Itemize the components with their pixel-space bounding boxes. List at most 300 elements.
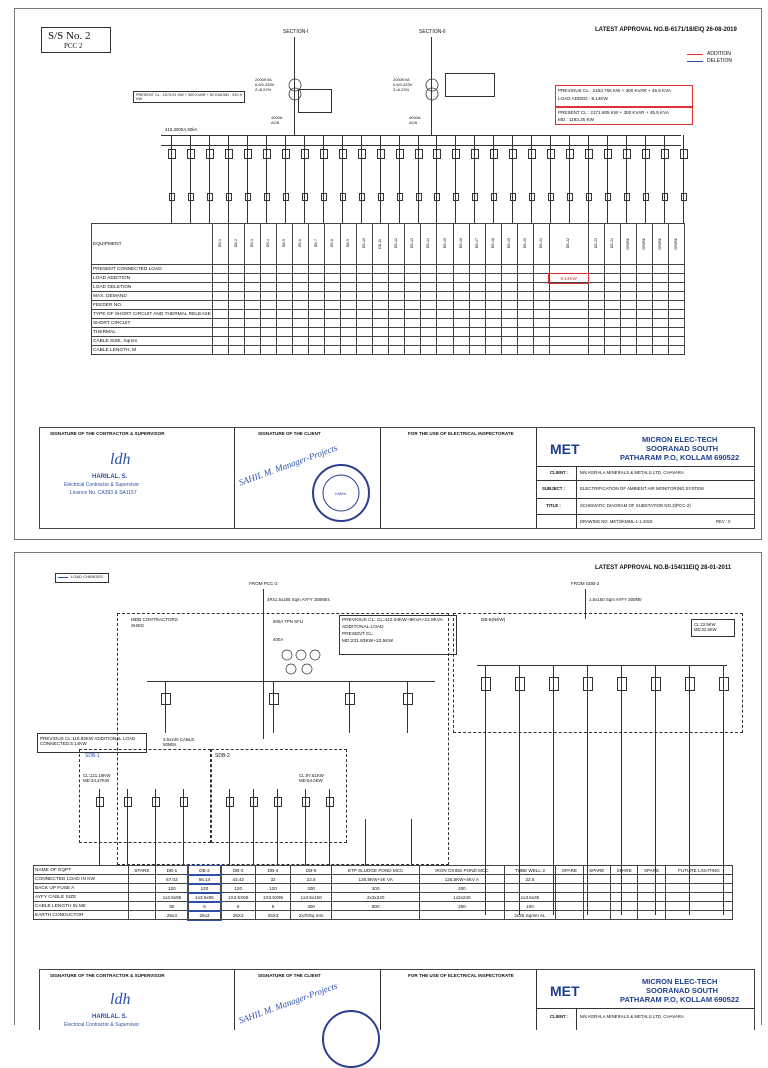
- feeder-fuse: [302, 193, 308, 201]
- equipment-name: DB-12: [394, 238, 399, 249]
- equipment-name: DB-1: [217, 239, 222, 248]
- table-cell: [604, 346, 620, 355]
- table-cell: 2x25 Sqmm AL: [504, 911, 555, 920]
- busbar-line-2: [161, 145, 681, 146]
- table-cell: 1x2x240: [420, 893, 505, 902]
- table-cell: [228, 265, 244, 274]
- table-cell: [533, 310, 549, 319]
- mdb-feeder-drop: [273, 681, 274, 733]
- table-cell: [638, 893, 665, 902]
- table-cell: [549, 224, 588, 265]
- table-cell: [357, 224, 373, 265]
- table-cell: [325, 337, 341, 346]
- table-cell: [636, 224, 652, 265]
- row-label: PRESENT CONNECTED LOAD: [92, 265, 213, 274]
- table-cell: [325, 301, 341, 310]
- table-cell: [212, 337, 228, 346]
- table-cell: [373, 283, 389, 292]
- table-cell: [652, 265, 668, 274]
- table-cell: [517, 265, 533, 274]
- table-cell: [293, 337, 309, 346]
- db5-mccb: [685, 677, 695, 691]
- feeder-breaker: [415, 149, 423, 159]
- table-cell: [485, 346, 501, 355]
- table-cell: 1x3.5x95: [188, 893, 221, 902]
- protection-relay-2: [445, 73, 495, 97]
- from-sdb: FROM SDB-2: [571, 581, 600, 586]
- table-cell: 25X3: [221, 911, 256, 920]
- table-cell: [604, 274, 620, 283]
- table-cell: [583, 902, 610, 911]
- table-cell: [517, 292, 533, 301]
- title-block: [39, 427, 755, 529]
- table-cell: [244, 283, 260, 292]
- table-cell: [437, 224, 453, 265]
- sdb1-label: SDB-1: [85, 753, 100, 759]
- table-cell: [501, 310, 517, 319]
- table-cell: [244, 337, 260, 346]
- table-cell: [588, 319, 604, 328]
- equipment-name: DB-8: [330, 239, 335, 248]
- table-cell: [437, 310, 453, 319]
- table-cell: [517, 301, 533, 310]
- company-address-2-2: PATHARAM P.O, KOLLAM 690522: [620, 995, 740, 1004]
- outgoing-line: [155, 819, 156, 865]
- feeder-fuse: [378, 193, 384, 201]
- table-cell: [668, 310, 684, 319]
- table-cell: [341, 328, 357, 337]
- table-cell: [620, 283, 636, 292]
- table-cell: [620, 328, 636, 337]
- table-cell: [453, 301, 469, 310]
- mdb-feeder-drop: [407, 681, 408, 733]
- feeder-fuse: [453, 193, 459, 201]
- load-added: LOAD ADDED : 8.14KW: [558, 96, 608, 101]
- table-cell: [244, 301, 260, 310]
- feeder-fuse: [510, 193, 516, 201]
- table-cell: [293, 319, 309, 328]
- table-cell: 1x3.5x35: [504, 893, 555, 902]
- table-cell: [212, 283, 228, 292]
- row-label: EQUIPMENT: [92, 224, 213, 265]
- client-value: M/s KERALA MINERALS & METALS LTD, CHAVARA: [580, 470, 684, 475]
- table-cell: [469, 301, 485, 310]
- feeder-fuse: [188, 193, 194, 201]
- feeder-fuse: [529, 193, 535, 201]
- table-cell: 120: [188, 884, 221, 893]
- met-logo-2: MET: [550, 983, 580, 999]
- met-logo: MET: [550, 441, 580, 457]
- equipment-name: DB-17: [474, 238, 479, 249]
- table-cell: [588, 310, 604, 319]
- table-cell: [309, 274, 325, 283]
- table-cell: [556, 893, 583, 902]
- table-row: [92, 328, 685, 337]
- db5-cl: CL:22.5KW MD:22.5KW: [694, 622, 717, 632]
- row-label: LOAD DELETION: [92, 283, 213, 292]
- equipment-name: DB-6: [298, 239, 303, 248]
- feeder-breaker: [471, 149, 479, 159]
- feeder-breaker: [490, 149, 498, 159]
- table-cell: [501, 224, 517, 265]
- table-cell: [610, 911, 637, 920]
- table-cell: [212, 224, 228, 265]
- sfu-800: 800A TPN SFU: [273, 619, 303, 624]
- table-cell: [212, 292, 228, 301]
- table-cell: [638, 884, 665, 893]
- table-cell: [405, 310, 421, 319]
- feeder-breaker: [320, 149, 328, 159]
- table-cell: [469, 310, 485, 319]
- table-cell: [504, 884, 555, 893]
- table-cell: [620, 292, 636, 301]
- table-cell: [501, 283, 517, 292]
- table-cell: [665, 884, 732, 893]
- outgoing-line: [229, 819, 230, 865]
- title-value: SCHEMATIC DIAGRAM OF SUBSTATION NO.2(PCC-2): [580, 503, 691, 508]
- sdb-fuse: [226, 797, 234, 807]
- table-cell: [485, 319, 501, 328]
- table-cell: [604, 328, 620, 337]
- table-cell: [277, 265, 293, 274]
- table-cell: 300: [290, 902, 331, 911]
- equipment-name: DB-21: [538, 238, 543, 249]
- table-cell: [421, 283, 437, 292]
- meter-instruments-icon: [277, 647, 337, 677]
- table-header-cell: SPARE: [128, 866, 155, 875]
- table-cell: [485, 224, 501, 265]
- table-cell: [277, 301, 293, 310]
- table-cell: [549, 319, 588, 328]
- table-cell: [293, 346, 309, 355]
- table-cell: [620, 310, 636, 319]
- revision: REV : 0: [716, 519, 731, 524]
- table-cell: [469, 337, 485, 346]
- table-cell: [405, 346, 421, 355]
- table-cell: [341, 319, 357, 328]
- table-cell: [244, 274, 260, 283]
- feeder-fuse: [321, 193, 327, 201]
- table-cell: 25x3: [156, 911, 189, 920]
- table-cell: [341, 274, 357, 283]
- table-cell: [485, 283, 501, 292]
- table-cell: [228, 328, 244, 337]
- outgoing-line: [183, 819, 184, 865]
- drawing-sheet-mdb: [14, 552, 762, 1028]
- table-cell: [517, 224, 533, 265]
- table-row: [92, 265, 685, 274]
- table-cell: [469, 274, 485, 283]
- table-cell: 22.5: [290, 875, 331, 884]
- table-cell: [341, 292, 357, 301]
- table-header-cell: TUBE WELL-2: [504, 866, 555, 875]
- table-cell: [421, 346, 437, 355]
- table-cell: [277, 310, 293, 319]
- contractor-licence: Licence No. CA393 & SA1157: [70, 490, 137, 496]
- table-row: [92, 346, 685, 355]
- table-cell: [405, 265, 421, 274]
- sdb-fuse: [250, 797, 258, 807]
- table-cell: [549, 337, 588, 346]
- table-cell: [373, 224, 389, 265]
- drawing-number: DRAWING NO. MET2/KMML-1-1-2019: [580, 519, 653, 524]
- table-cell: [228, 301, 244, 310]
- table-cell: [437, 274, 453, 283]
- previous-cl-box: [555, 85, 693, 107]
- legend-load-changes: LOAD CHANGES: [71, 574, 103, 579]
- outgoing-line: [99, 819, 100, 865]
- feeder-breaker: [396, 149, 404, 159]
- feeder-fuse: [397, 193, 403, 201]
- table-cell: [389, 283, 405, 292]
- table-cell: [469, 292, 485, 301]
- row-label: TYPE OF SHORT CIRCUIT AND THERMAL RELEASE: [93, 311, 211, 317]
- table-cell: [549, 283, 588, 292]
- feeder-fuse: [605, 193, 611, 201]
- table-cell: [620, 274, 636, 283]
- table-cell: [453, 283, 469, 292]
- feeder-breaker: [642, 149, 650, 159]
- table-cell: [421, 301, 437, 310]
- table-cell: 1X3.5X95: [256, 893, 291, 902]
- table-cell: [665, 875, 732, 884]
- table-cell: [610, 902, 637, 911]
- table-cell: [421, 265, 437, 274]
- table-cell: [293, 224, 309, 265]
- table-cell: [309, 292, 325, 301]
- feeder-fuse: [169, 193, 175, 201]
- table-cell: [357, 328, 373, 337]
- table-cell: 8.14KW: [549, 274, 588, 283]
- table-cell: [309, 328, 325, 337]
- table-cell: [533, 274, 549, 283]
- feeder-fuse: [681, 193, 687, 201]
- table-cell: [620, 346, 636, 355]
- company-address-2: PATHARAM P.O, KOLLAM 690522: [620, 453, 740, 462]
- table-cell: [389, 224, 405, 265]
- table-header-cell: DB-2: [188, 866, 221, 875]
- sdb-fuse: [180, 797, 188, 807]
- table-cell: [533, 337, 549, 346]
- table-header-cell: DB-5: [290, 866, 331, 875]
- table-cell: [357, 292, 373, 301]
- table-cell: [665, 902, 732, 911]
- table-cell: [357, 274, 373, 283]
- table-row: [92, 301, 685, 310]
- table-cell: [517, 274, 533, 283]
- table-cell: [244, 265, 260, 274]
- table-row: [34, 884, 733, 893]
- table-cell: [652, 310, 668, 319]
- table-cell: [652, 283, 668, 292]
- outgoing-line: [277, 819, 278, 865]
- table-cell: [453, 274, 469, 283]
- equipment-name: DB-19: [506, 238, 511, 249]
- table-cell: [588, 224, 604, 265]
- table-cell: [325, 265, 341, 274]
- table-cell: [469, 328, 485, 337]
- db5-mccb: [481, 677, 491, 691]
- table-cell: [325, 274, 341, 283]
- client-label-2: CLIENT :: [550, 1014, 569, 1019]
- table-cell: [357, 310, 373, 319]
- table-cell: [636, 346, 652, 355]
- db5-mccb: [651, 677, 661, 691]
- outgoing-line: [329, 819, 330, 865]
- table-cell: [293, 283, 309, 292]
- table-cell: [293, 265, 309, 274]
- table-cell: [556, 884, 583, 893]
- table-cell: [228, 310, 244, 319]
- table-header-cell: DB-1: [156, 866, 189, 875]
- feeder-breaker: [244, 149, 252, 159]
- table-cell: [277, 346, 293, 355]
- table-cell: [325, 283, 341, 292]
- table-cell: [277, 319, 293, 328]
- previous-cl-box-2: [339, 615, 457, 655]
- equipment-name: DB-18: [490, 238, 495, 249]
- feeder-fuse: [586, 193, 592, 201]
- table-cell: [293, 301, 309, 310]
- contractor-role-2: Electrical Contractor & Supervisor: [64, 1022, 140, 1028]
- table-header-cell: SPARE: [638, 866, 665, 875]
- equipment-name: DB-3: [249, 239, 254, 248]
- table-cell: [588, 274, 604, 283]
- table-cell: [604, 292, 620, 301]
- table-cell: [357, 337, 373, 346]
- table-cell: [341, 337, 357, 346]
- table-cell: [405, 292, 421, 301]
- equipment-name: SPARE: [657, 237, 662, 250]
- sdb-fuse: [302, 797, 310, 807]
- outgoing-line: [253, 819, 254, 865]
- table-cell: [309, 319, 325, 328]
- feeder-breaker: [377, 149, 385, 159]
- table-cell: [556, 911, 583, 920]
- table-cell: [437, 283, 453, 292]
- table-cell: 100: [504, 902, 555, 911]
- table-cell: [517, 346, 533, 355]
- table-cell: [244, 328, 260, 337]
- table-cell: [309, 224, 325, 265]
- feeder-schedule-table: [91, 223, 685, 355]
- table-cell: [668, 292, 684, 301]
- table-cell: [389, 346, 405, 355]
- table-cell: [469, 265, 485, 274]
- sheet-subtitle: PCC 2: [64, 42, 83, 50]
- equipment-name: DB-20: [522, 238, 527, 249]
- table-cell: [583, 893, 610, 902]
- equipment-name: DB-10: [362, 238, 367, 249]
- from-pcc: FROM PCC-2: [249, 581, 278, 586]
- table-cell: [588, 301, 604, 310]
- row-label: FEEDER NO.: [92, 301, 213, 310]
- table-cell: 60: [156, 902, 189, 911]
- table-cell: [341, 283, 357, 292]
- table-cell: [309, 283, 325, 292]
- table-cell: [341, 346, 357, 355]
- table-cell: [128, 884, 155, 893]
- table-cell: [260, 274, 276, 283]
- table-cell: [405, 224, 421, 265]
- table-cell: [421, 224, 437, 265]
- feeder-breaker: [509, 149, 517, 159]
- sig-contractor-label-2: SIGNATURE OF THE CONTRACTOR & SUPERVISOR: [50, 973, 165, 978]
- table-cell: [588, 337, 604, 346]
- mdb-busbar: [147, 681, 435, 682]
- table-cell: [668, 319, 684, 328]
- table-cell: [453, 319, 469, 328]
- table-cell: [357, 346, 373, 355]
- table-cell: [636, 283, 652, 292]
- table-cell: 25X3: [256, 911, 291, 920]
- table-cell: [421, 328, 437, 337]
- table-cell: [485, 310, 501, 319]
- section-2-label: SECTION-II: [419, 29, 446, 35]
- table-cell: [212, 265, 228, 274]
- table-cell: [244, 224, 260, 265]
- table-cell: 25x3: [188, 911, 221, 920]
- table-row: [92, 292, 685, 301]
- contractor-signature-2: ldh: [110, 991, 131, 1008]
- table-cell: [277, 337, 293, 346]
- table-cell: [405, 328, 421, 337]
- table-cell: [244, 292, 260, 301]
- outgoing-line: [365, 819, 366, 865]
- table-cell: [309, 301, 325, 310]
- table-cell: [556, 902, 583, 911]
- subject-label: SUBJECT :: [542, 486, 566, 491]
- feeder-breaker: [358, 149, 366, 159]
- table-cell: [453, 346, 469, 355]
- table-cell: [212, 328, 228, 337]
- table-cell: [373, 301, 389, 310]
- feeder-fuse: [416, 193, 422, 201]
- table-cell: [604, 319, 620, 328]
- table-cell: [533, 328, 549, 337]
- feeder-breaker: [225, 149, 233, 159]
- table-cell: [583, 875, 610, 884]
- feeder-breaker: [263, 149, 271, 159]
- approval-note: LATEST APPROVAL NO.B-6171/18/EIQ 26-08-2019: [595, 27, 737, 33]
- sdb-fuse: [96, 797, 104, 807]
- table-header-cell: SPARE: [610, 866, 637, 875]
- feeder-fuse: [340, 193, 346, 201]
- table-cell: [501, 292, 517, 301]
- table-cell: [437, 301, 453, 310]
- table-cell: [325, 328, 341, 337]
- mdb-schedule-table: [33, 865, 733, 920]
- mdb-sfu: [161, 693, 171, 705]
- table-cell: [620, 224, 636, 265]
- acb-2-label: 4000A ACB: [409, 115, 421, 125]
- table-row: [34, 875, 733, 884]
- table-cell: [668, 346, 684, 355]
- table-cell: [549, 265, 588, 274]
- table-cell: [128, 902, 155, 911]
- table-cell: [228, 337, 244, 346]
- present-cl-box: [133, 91, 245, 103]
- feeder-breaker: [452, 149, 460, 159]
- table-cell: [453, 328, 469, 337]
- table-row: [92, 310, 685, 319]
- table-header-cell: SPARE: [583, 866, 610, 875]
- table-cell: [636, 310, 652, 319]
- table-cell: [533, 265, 549, 274]
- table-row: [92, 319, 685, 328]
- equipment-name: DB-7: [314, 239, 319, 248]
- acb-1-label: 4000A ACB: [271, 115, 283, 125]
